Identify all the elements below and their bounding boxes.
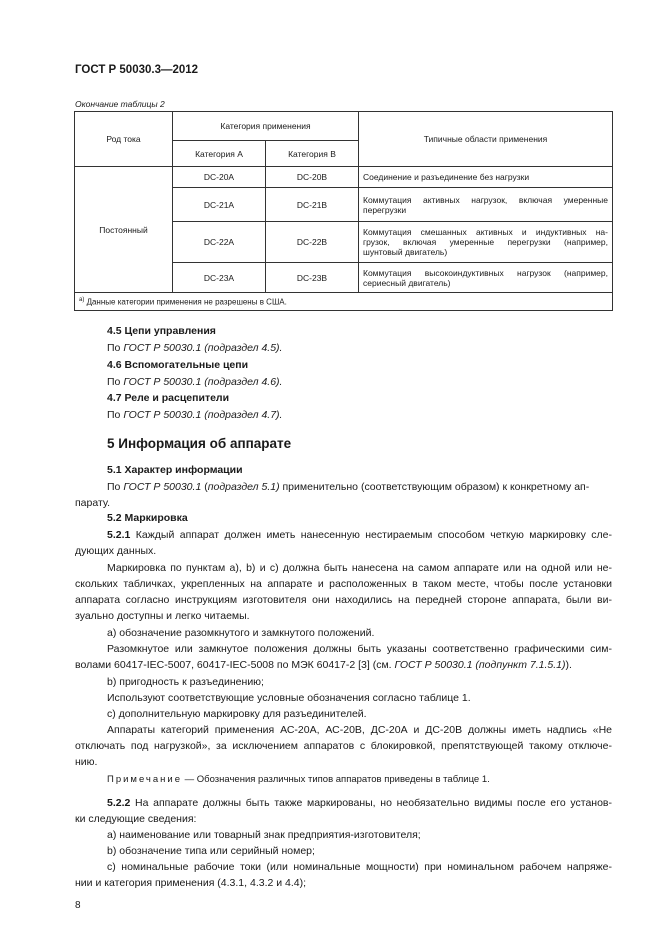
para-categories-line3: нию. (75, 756, 98, 768)
table-caption: Окончание таблицы 2 (75, 99, 165, 109)
list-item-c: с) дополнительную маркировку для разъединителей. (107, 708, 367, 720)
header-category: Категория применения (173, 112, 359, 141)
area-line: сериесный двигатель) (363, 277, 451, 288)
note-text: — Обозначения различных типов аппаратов приведены в таблице 1. (182, 774, 490, 785)
area-line: шунтовый двигатель) (363, 247, 448, 257)
standard-reference: ГОСТ Р 50030.1 (подпункт 7.1.5.1) (394, 659, 566, 671)
footnote-text: Данные категории применения не разрешены в США. (84, 297, 287, 307)
para-5-2-2-line2: ки следующие сведения: (75, 813, 197, 825)
area-line: Коммутация активных нагрузок, включая умеренные (363, 194, 608, 205)
section-4-6-title: 4.6 Вспомогательные цепи (107, 359, 249, 371)
typical-area-cell (359, 222, 613, 263)
list2-item-c-line1: с) номинальные рабочие токи (или номинальные мощности) при номинальном рабочем напряже- (107, 861, 612, 873)
footnote-mark: a) (79, 296, 85, 303)
typical-area-cell (359, 167, 613, 188)
section-4-7-title: 4.7 Реле и расцепители (107, 392, 230, 404)
category-b-cell: DC-21B (266, 188, 359, 222)
page-number: 8 (75, 900, 81, 911)
typical-area-cell (359, 188, 613, 222)
category-a-cell: DC-21A (173, 188, 266, 222)
list-item-a: а) обозначение разомкнутого и замкнутого положений. (107, 627, 375, 639)
document-code: ГОСТ Р 50030.3—2012 (75, 64, 199, 76)
standard-reference: ГОСТ Р 50030.1 (подраздел 4.6). (123, 376, 283, 388)
note (107, 774, 490, 785)
section-5-1-title: 5.1 Характер информации (107, 464, 243, 476)
area-line: перегрузки (363, 204, 407, 215)
area-line: Коммутация высокоиндуктивных нагрузок (например, (363, 267, 608, 278)
area-line: грузок, включая умеренные перегрузки (например, (363, 237, 608, 247)
section-4-7-text: По ГОСТ Р 50030.1 (подраздел 4.7). (107, 409, 283, 421)
section-5-title: 5 Информация об аппарате (107, 436, 292, 451)
list2-item-a: а) наименование или товарный знак предприятия-изготовителя; (107, 829, 421, 841)
category-b-cell: DC-20B (266, 167, 359, 188)
standard-reference: ГОСТ Р 50030.1 (подраздел 4.7). (123, 409, 283, 421)
current-type-cell: Постоянный (75, 167, 173, 293)
table-footnote (75, 293, 613, 311)
para-positions-line2: волами 60417-IEC-5007, 60417-IEC-5008 по МЭК 60417-2 [3] (см. ГОСТ Р 50030.1 (подпункт 7.1.5.1)). (75, 659, 572, 671)
para-positions-line1: Разомкнутое или замкнутое положения должны быть указаны соответственно графическими сим- (107, 643, 612, 655)
para-marking-line2: скольких табличках, укрепленных на аппарате и расположенных в таком месте, чтобы после установки (75, 578, 612, 590)
note-label: Примечание (107, 774, 182, 785)
para-marking-line1: Маркировка по пунктам а), b) и с) должна быть нанесена на самом аппарате или на одной или не- (107, 562, 612, 574)
para-5-2-2-line1: 5.2.2 На аппарате должны быть также маркированы, но необязательно видимы после его установ- (107, 797, 612, 809)
list-item-b: b) пригодность к разъединению; (107, 676, 264, 688)
para-5-2-1-line2: дующих данных. (75, 545, 157, 557)
category-a-cell: DC-23A (173, 263, 266, 293)
para-categories-line1: Аппараты категорий применения АС-20А, АС-20В, ДС-20А и ДС-20В должны иметь надпись «Не (107, 724, 612, 736)
list2-item-c-line2: нии и категория применения (4.3.1, 4.3.2 и 4.4); (75, 877, 307, 889)
typical-area-cell (359, 263, 613, 293)
header-category-a: Категория А (173, 141, 266, 167)
para-categories-line2: отключать под нагрузкой», за исключением аппаратов с блокировкой, препятствующей такому отключе- (75, 740, 612, 752)
category-b-cell: DC-23B (266, 263, 359, 293)
list2-item-b: b) обозначение типа или серийный номер; (107, 845, 315, 857)
para-symbols: Используют соответствующие условные обозначения согласно таблице 1. (107, 692, 471, 704)
area-line: Коммутация смешанных активных и индуктивных на- (363, 227, 608, 237)
para-5-2-1-line1: 5.2.1 Каждый аппарат должен иметь нанесенную нестираемым способом четкую маркировку сле- (107, 529, 612, 541)
standard-reference: ГОСТ Р 50030.1 (подраздел 4.5). (123, 342, 283, 354)
area-line: Соединение и разъединение без нагрузки (363, 172, 530, 182)
clause-number: 5.2.1 (107, 529, 131, 541)
header-typical-areas: Типичные области применения (359, 112, 613, 167)
category-b-cell: DC-22B (266, 222, 359, 263)
header-category-b: Категория В (266, 141, 359, 167)
para-marking-line3: аппарата согласно инструкциям изготовителя они находились на передней стороне аппарата, были ви- (75, 594, 612, 606)
section-5-2-title: 5.2 Маркировка (107, 512, 188, 524)
section-4-6-text: По ГОСТ Р 50030.1 (подраздел 4.6). (107, 376, 283, 388)
category-a-cell: DC-20A (173, 167, 266, 188)
section-4-5-text: По ГОСТ Р 50030.1 (подраздел 4.5). (107, 342, 283, 354)
section-5-1-text: По ГОСТ Р 50030.1 (подраздел 5.1) применительно (соответствующим образом) к конкретному ап- (107, 481, 590, 493)
section-5-1-text-cont: парату. (75, 497, 111, 509)
category-a-cell: DC-22A (173, 222, 266, 263)
section-4-5-title: 4.5 Цепи управления (107, 325, 216, 337)
application-category-table (74, 111, 613, 311)
para-marking-line4: зуально доступны и легко читаемы. (75, 610, 250, 622)
clause-number: 5.2.2 (107, 797, 131, 809)
header-current-type: Род тока (75, 112, 173, 167)
